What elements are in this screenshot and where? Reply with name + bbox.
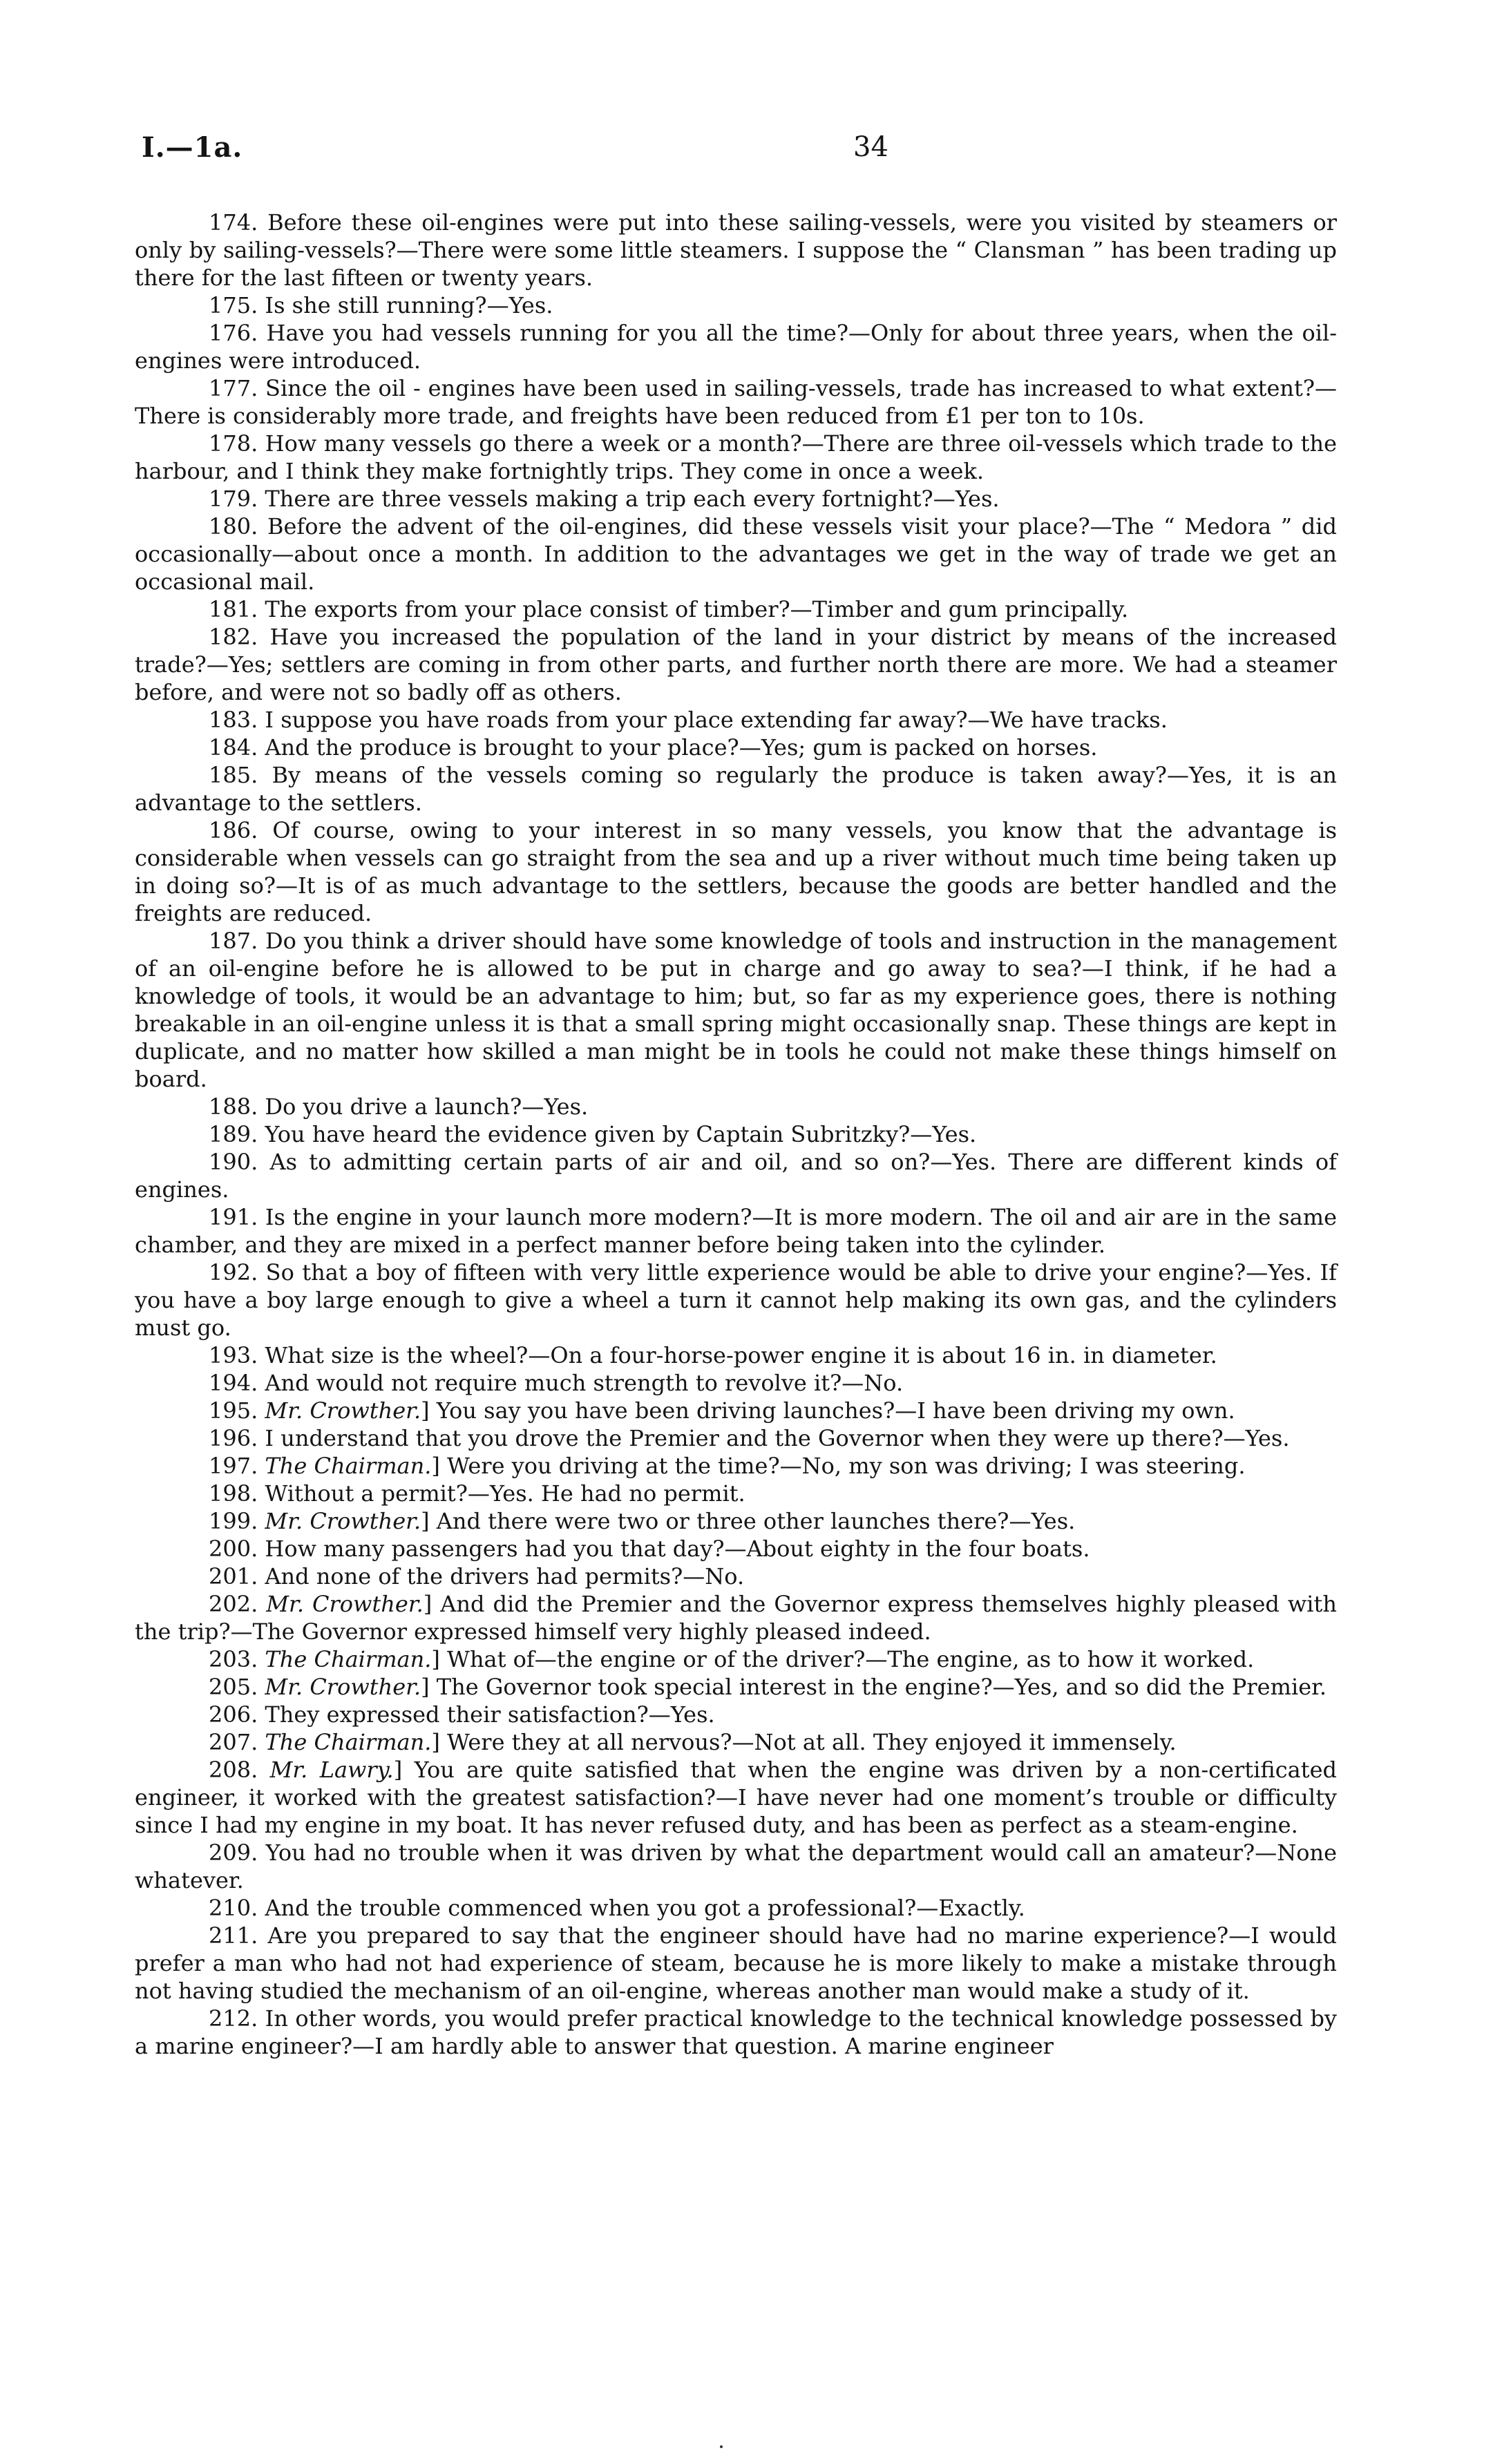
qa-text: Of course, owing to your interest in so many vessels, you know that the advantage is considerable when vessels can go straight from the sea and up a river without much time being taken up in doing so?—It is of as much advantage to the settlers, because the goods are better handled and the freights are reduced. bbox=[135, 817, 1337, 926]
question-number: 208. bbox=[209, 1757, 258, 1783]
qa-text: And the produce is brought to your place?—Yes; gum is packed on horses. bbox=[265, 734, 1098, 761]
question-number: 212. bbox=[209, 2005, 258, 2032]
qa-paragraph bbox=[135, 292, 1337, 319]
qa-paragraph: 208. Mr. Lawry.] You are quite satisfied that when the engine was driven by a non-certificated engineer, it worked with the greatest satisfaction?—I have never had one moment’s trouble or difficulty since I had my engine in my boat. It has never refused duty, and has been as perfect as a steam-engine. bbox=[135, 1757, 1338, 1838]
qa-paragraph bbox=[135, 430, 1337, 485]
question-number: 184. bbox=[209, 734, 258, 761]
page-number: 34 bbox=[853, 131, 888, 163]
speaker-name: Mr. Crowther. bbox=[265, 1397, 421, 1424]
qa-text: Were they at all nervous?—Not at all. They enjoyed it immensely. bbox=[447, 1729, 1177, 1755]
qa-text: And the trouble commenced when you got a professional?—Exactly. bbox=[265, 1895, 1025, 1921]
qa-paragraph bbox=[135, 1701, 1337, 1728]
question-number: 205. bbox=[209, 1674, 258, 1700]
qa-text: You have heard the evidence given by Captain Subritzky?—Yes. bbox=[265, 1121, 977, 1147]
qa-text: What of—the engine or of the driver?—The engine, as to how it worked. bbox=[447, 1646, 1255, 1672]
qa-text: And none of the drivers had permits?—No. bbox=[265, 1563, 745, 1589]
question-number: 196. bbox=[209, 1425, 258, 1451]
qa-text: I suppose you have roads from your place extending far away?—We have tracks. bbox=[265, 707, 1168, 733]
qa-text: And there were two or three other launches there?—Yes. bbox=[436, 1508, 1076, 1534]
qa-paragraph: 203. The Chairman.] What of—the engine or of the driver?—The engine, as to how it worked. bbox=[209, 1646, 1255, 1672]
speaker-name: Mr. Lawry. bbox=[269, 1757, 394, 1783]
qa-text: Is the engine in your launch more modern?—It is more modern. The oil and air are in the same chamber, and they are mixed in a perfect manner before being taken into the cylinder. bbox=[135, 1204, 1338, 1258]
qa-paragraph bbox=[135, 1563, 1337, 1590]
question-number: 175. bbox=[209, 292, 258, 318]
qa-text: Were you driving at the time?—No, my son was driving; I was steering. bbox=[447, 1453, 1246, 1479]
qa-text: Since the oil - engines have been used in sailing-vessels, trade has increased to what extent?—There is considerably more trade, and freights have been reduced from £1 per ton to 10s. bbox=[135, 375, 1338, 429]
question-number: 194. bbox=[209, 1370, 258, 1396]
qa-paragraph bbox=[135, 1894, 1337, 1922]
qa-paragraph bbox=[135, 1341, 1337, 1369]
question-number: 179. bbox=[209, 486, 258, 512]
question-number: 174. bbox=[209, 209, 258, 236]
qa-text: How many vessels go there a week or a month?—There are three oil-vessels which trade to the harbour, and I think they make fortnightly trips. They come in once a week. bbox=[135, 430, 1338, 484]
qa-paragraph bbox=[135, 1369, 1337, 1397]
question-number: 195. bbox=[209, 1397, 258, 1424]
speaker-name: Mr. Crowther. bbox=[266, 1591, 424, 1617]
qa-paragraph bbox=[135, 1922, 1337, 2005]
speaker-name: The Chairman. bbox=[265, 1646, 432, 1672]
question-number: 207. bbox=[209, 1729, 258, 1755]
question-number: 178. bbox=[209, 430, 258, 457]
qa-paragraph bbox=[135, 1203, 1337, 1259]
qa-paragraph: 195. Mr. Crowther.] You say you have been driving launches?—I have been driving my own. bbox=[209, 1397, 1235, 1424]
qa-text: The Governor took special interest in the engine?—Yes, and so did the Premier. bbox=[436, 1674, 1327, 1700]
qa-text: Have you had vessels running for you all the time?—Only for about three years, when the oil-engines were introduced. bbox=[135, 320, 1338, 374]
qa-paragraph bbox=[135, 1424, 1337, 1452]
qa-text: Have you increased the population of the land in your district by means of the increased trade?—Yes; settlers are coming in from other parts, and further north there are more. We had a steamer before, and were not so badly off as others. bbox=[135, 624, 1338, 705]
question-number: 211. bbox=[209, 1922, 258, 1949]
qa-text: Do you think a driver should have some knowledge of tools and instruction in the management of an oil-engine before he is allowed to be put in charge and go away to sea?—I think, if he had a knowledge of tools, it would be an advantage to him; but, so far as my experience goes, there is nothing breakable in an oil-engine unless it is that a small spring might occasionally snap. These things are kept in duplicate, and no matter how skilled a man might be in tools he could not make these things himself on board. bbox=[135, 928, 1338, 1092]
question-number: 187. bbox=[209, 928, 258, 954]
qa-text: You are quite satisfied that when the engine was driven by a non-certificated engineer, it worked with the greatest satisfaction?—I have never had one moment’s trouble or difficulty since I had my engine in my boat. It has never refused duty, and has been as perfect as a steam-engine. bbox=[135, 1757, 1338, 1838]
question-number: 191. bbox=[209, 1204, 258, 1230]
qa-paragraph bbox=[135, 513, 1337, 595]
qa-paragraph: 199. Mr. Crowther.] And there were two or three other launches there?—Yes. bbox=[209, 1508, 1076, 1534]
document-code: I.—1a. bbox=[142, 131, 243, 164]
question-number: 199. bbox=[209, 1508, 258, 1534]
qa-text: Before the advent of the oil-engines, did these vessels visit your place?—The “ Medora ” did occasionally—about once a month. In addition to the advantages we get in the way of trade we get an occasional mail. bbox=[135, 513, 1338, 595]
qa-text: As to admitting certain parts of air and oil, and so on?—Yes. There are different kinds of engines. bbox=[135, 1149, 1338, 1203]
question-number: 189. bbox=[209, 1121, 258, 1147]
qa-paragraph bbox=[135, 319, 1337, 374]
qa-paragraph bbox=[135, 485, 1337, 513]
qa-text: And did the Premier and the Governor express themselves highly pleased with the trip?—The Governor expressed himself very highly pleased indeed. bbox=[135, 1591, 1337, 1645]
qa-paragraph: 197. The Chairman.] Were you driving at the time?—No, my son was driving; I was steering. bbox=[209, 1453, 1246, 1479]
qa-paragraph bbox=[135, 1839, 1337, 1894]
evidence-body bbox=[135, 209, 1337, 2060]
qa-text: What size is the wheel?—On a four-horse-power engine it is about 16 in. in diameter. bbox=[265, 1342, 1217, 1368]
qa-text: How many passengers had you that day?—About eighty in the four boats. bbox=[265, 1536, 1090, 1562]
qa-paragraph bbox=[135, 734, 1337, 761]
qa-text: There are three vessels making a trip each every fortnight?—Yes. bbox=[265, 486, 1000, 512]
qa-text: Before these oil-engines were put into these sailing-vessels, were you visited by steamers or only by sailing-vessels?—There were some little steamers. I suppose the “ Clansman ” has been trading up there for the last fifteen or twenty years. bbox=[135, 209, 1338, 291]
qa-text: And would not require much strength to revolve it?—No. bbox=[265, 1370, 904, 1396]
qa-text: By means of the vessels coming so regularly the produce is taken away?—Yes, it is an advantage to the settlers. bbox=[135, 762, 1338, 816]
qa-text: In other words, you would prefer practical knowledge to the technical knowledge possessed by a marine engineer?—I am hardly able to answer that question. A marine engineer bbox=[135, 2005, 1338, 2059]
qa-paragraph: 205. Mr. Crowther.] The Governor took special interest in the engine?—Yes, and so did the Premier. bbox=[209, 1674, 1327, 1700]
qa-paragraph bbox=[135, 2005, 1337, 2060]
qa-paragraph bbox=[135, 761, 1337, 816]
question-number: 186. bbox=[209, 817, 258, 843]
question-number: 180. bbox=[209, 513, 258, 539]
question-number: 181. bbox=[209, 596, 258, 622]
qa-text: Without a permit?—Yes. He had no permit. bbox=[265, 1480, 745, 1507]
question-number: 182. bbox=[209, 624, 258, 650]
qa-paragraph: 202. Mr. Crowther.] And did the Premier and the Governor express themselves highly pleased with the trip?—The Governor expressed himself very highly pleased indeed. bbox=[135, 1591, 1337, 1645]
qa-paragraph bbox=[135, 1093, 1337, 1120]
qa-text: I understand that you drove the Premier and the Governor when they were up there?—Yes. bbox=[265, 1425, 1290, 1451]
qa-paragraph bbox=[135, 1259, 1337, 1341]
qa-paragraph bbox=[135, 623, 1337, 706]
page-footer-mark bbox=[720, 2445, 723, 2448]
question-number: 202. bbox=[209, 1591, 258, 1617]
question-number: 192. bbox=[209, 1259, 258, 1286]
qa-paragraph bbox=[135, 209, 1337, 292]
qa-paragraph bbox=[135, 1480, 1337, 1507]
qa-paragraph bbox=[135, 1120, 1337, 1148]
question-number: 201. bbox=[209, 1563, 258, 1589]
question-number: 188. bbox=[209, 1093, 258, 1120]
speaker-name: The Chairman. bbox=[265, 1453, 432, 1479]
qa-text: The exports from your place consist of timber?—Timber and gum principally. bbox=[265, 596, 1129, 622]
question-number: 176. bbox=[209, 320, 258, 346]
qa-paragraph bbox=[135, 706, 1337, 734]
qa-text: You had no trouble when it was driven by what the department would call an amateur?—None whatever. bbox=[135, 1840, 1338, 1893]
question-number: 209. bbox=[209, 1840, 258, 1866]
question-number: 198. bbox=[209, 1480, 258, 1507]
qa-paragraph bbox=[135, 927, 1337, 1093]
question-number: 210. bbox=[209, 1895, 258, 1921]
qa-paragraph: 207. The Chairman.] Were they at all nervous?—Not at all. They enjoyed it immensely. bbox=[209, 1729, 1177, 1755]
qa-paragraph bbox=[135, 1148, 1337, 1203]
question-number: 206. bbox=[209, 1701, 258, 1728]
qa-paragraph bbox=[135, 374, 1337, 430]
question-number: 193. bbox=[209, 1342, 258, 1368]
qa-text: So that a boy of fifteen with very little experience would be able to drive your engine?—Yes. If you have a boy large enough to give a wheel a turn it cannot help making its own gas, and the cylinders must go. bbox=[135, 1259, 1338, 1341]
qa-text: They expressed their satisfaction?—Yes. bbox=[265, 1701, 715, 1728]
qa-text: Is she still running?—Yes. bbox=[265, 292, 553, 318]
question-number: 190. bbox=[209, 1149, 258, 1175]
page-header bbox=[135, 131, 1337, 173]
question-number: 197. bbox=[209, 1453, 258, 1479]
qa-paragraph bbox=[135, 816, 1337, 927]
question-number: 203. bbox=[209, 1646, 258, 1672]
speaker-name: Mr. Crowther. bbox=[265, 1508, 421, 1534]
question-number: 183. bbox=[209, 707, 258, 733]
qa-text: You say you have been driving launches?—I have been driving my own. bbox=[436, 1397, 1235, 1424]
qa-paragraph bbox=[135, 595, 1337, 623]
question-number: 200. bbox=[209, 1536, 258, 1562]
speaker-name: Mr. Crowther. bbox=[265, 1674, 421, 1700]
qa-text: Are you prepared to say that the engineer should have had no marine experience?—I would prefer a man who had not had experience of steam, because he is more likely to make a mistake through not having studied the mechanism of an oil-engine, whereas another man would make a study of it. bbox=[135, 1922, 1338, 2004]
question-number: 185. bbox=[209, 762, 258, 788]
qa-text: Do you drive a launch?—Yes. bbox=[265, 1093, 589, 1120]
speaker-name: The Chairman. bbox=[265, 1729, 432, 1755]
qa-paragraph bbox=[135, 1535, 1337, 1563]
question-number: 177. bbox=[209, 375, 258, 401]
